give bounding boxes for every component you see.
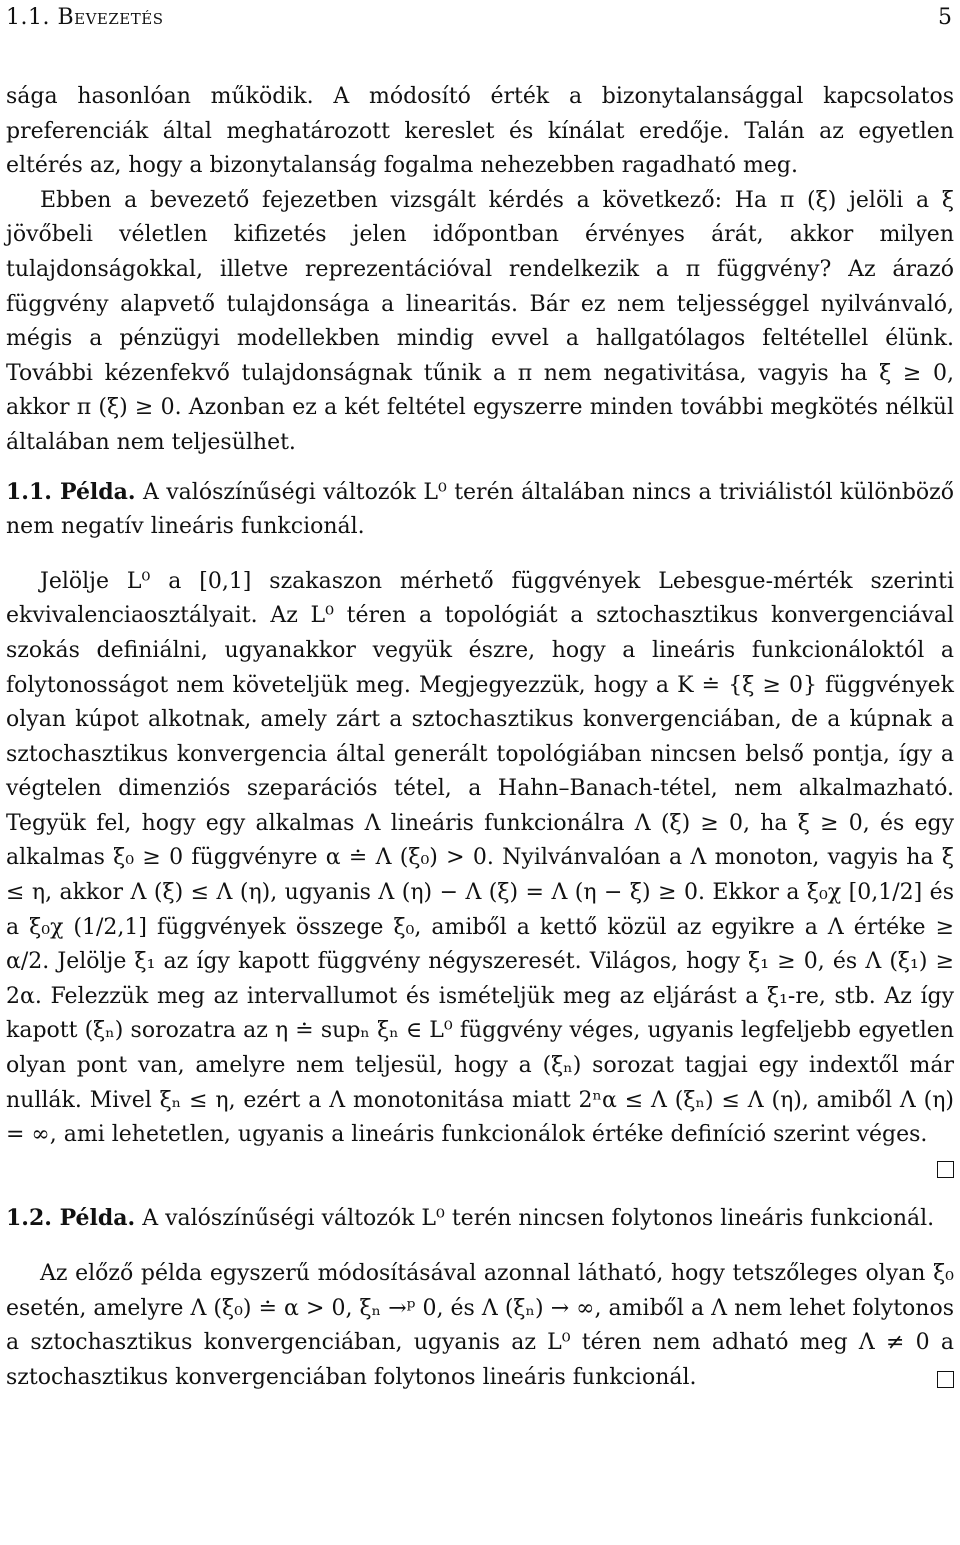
section-title: 1.1. Bevezetés: [6, 4, 164, 30]
example-1-proof: Jelölje L⁰ a [0,1] szakaszon mérhető függvények Lebesgue-mérték szerinti ekvivalenciaosztályait. Az L⁰ téren a topológiát a sztochasztikus konvergenciával szokás definiálni, ugyanakkor vegyük észre, hogy a lineáris funkcionáloktól a folytonosságot nem követeljük meg. Megjegyezzük, hogy a K ≐ {ξ ≥ 0} függvények olyan kúpot alkotnak, amely zárt a sztochasztikus konvergenciában, de a kúpnak a sztochasztikus konvergencia által generált topológiában nincsen belső pontja, így a végtelen dimenziós szeparációs tétel, a Hahn–Banach-tétel, nem alkalmazható. Tegyük fel, hogy egy alkalmas Λ lineáris funkcionálra Λ (ξ) ≥ 0, ha ξ ≥ 0, és egy alkalmas ξ₀ ≥ 0 függvényre α ≐ Λ (ξ₀) > 0. Nyilvánvalóan a Λ monoton, vagyis ha ξ ≤ η, akkor Λ (ξ) ≤ Λ (η), ugyanis Λ (η) − Λ (ξ) = Λ (η − ξ) ≥ 0. Ekkor a ξ₀χ [0,1/2] és a ξ₀χ (1/2,1] függvények összege ξ₀, amiből a kettő közül az egyikre a Λ értéke ≥ α/2. Jelölje ξ₁ az így kapott függvény négyszeresét. Világos, hogy ξ₁ ≥ 0, és Λ (ξ₁) ≥ 2α. Felezzük meg az intervallumot és ismételjük meg az eljárást a ξ₁-re, stb. Az így kapott (ξₙ) sorozatra az η ≐ supₙ ξₙ ∈ L⁰ függvény véges, ugyanis legfeljebb egyetlen olyan pont van, amelyre nem teljesül, hogy a (ξₙ) sorozat tagjai egy indextől már nullák. Mivel ξₙ ≤ η, ezért a Λ monotonitása miatt 2ⁿα ≤ Λ (ξₙ) ≤ Λ (η), amiből Λ (η) = ∞, ami lehetetlen, ugyanis a lineáris funkcionálok értéke definíció szerint véges.: [6, 568, 954, 1148]
example-2-label: 1.2. Példa.: [6, 1205, 136, 1232]
page-number: 5: [938, 4, 952, 30]
running-header: [6, 0, 952, 34]
example-2-proof: [6, 1257, 954, 1395]
question-paragraph: Ebben a bevezető fejezetben vizsgált kérdés a következő: Ha π (ξ) jelöli a ξ jövőbeli véletlen kifizetés jelen időpontban érvényes árát, akkor milyen tulajdonságokkal, illetve reprezentációval rendelkezik a π függvény? Az árazó függvény alapvető tulajdonsága a linearitás. Bár ez nem teljességgel nyilvánvaló, mégis a pénzügyi modellekben mindig evvel a hallgatólagos feltétellel élünk. További kézenfekvő tulajdonságnak tűnik a π nem negativitása, vagyis ha ξ ≥ 0, akkor π (ξ) ≥ 0. Azonban ez a két feltétel egyszerre minden további megkötés nélkül általában nem teljesülhet.: [6, 187, 954, 455]
example-2-text: A valószínűségi változók L⁰ terén nincsen folytonos lineáris funkcionál.: [142, 1206, 935, 1232]
example-1-text: A valószínűségi változók L⁰ terén általában nincs a triviálistól különböző nem negatív lineáris funkcionál.: [6, 479, 954, 540]
example-1-qed: [6, 1153, 954, 1188]
qed-square-icon: [937, 1161, 954, 1178]
example-2-proof-text: Az előző példa egyszerű módosításával azonnal látható, hogy tetszőleges olyan ξ₀ esetén, amelyre Λ (ξ₀) ≐ α > 0, ξₙ →ᵖ 0, és Λ (ξₙ) → ∞, amiből a Λ nem lehet folytonos a sztochasztikus konvergenciában, ugyanis az L⁰ téren nem adható meg Λ ≠ 0 a sztochasztikus konvergenciában folytonos lineáris funkcionál.: [6, 1261, 954, 1390]
example-1-label: 1.1. Példa.: [6, 478, 136, 505]
example-1-statement: [6, 475, 954, 545]
example-2-statement: [6, 1201, 954, 1237]
qed-square-icon: [937, 1371, 954, 1388]
page-body: [6, 80, 954, 1395]
intro-paragraph: sága hasonlóan működik. A módosító érték a bizonytalansággal kapcsolatos preferenciák által meghatározott kereslet és kínálat eredője. Talán az egyetlen eltérés az, hogy a bizonytalanság fogalma nehezebben ragadható meg.: [6, 84, 954, 179]
